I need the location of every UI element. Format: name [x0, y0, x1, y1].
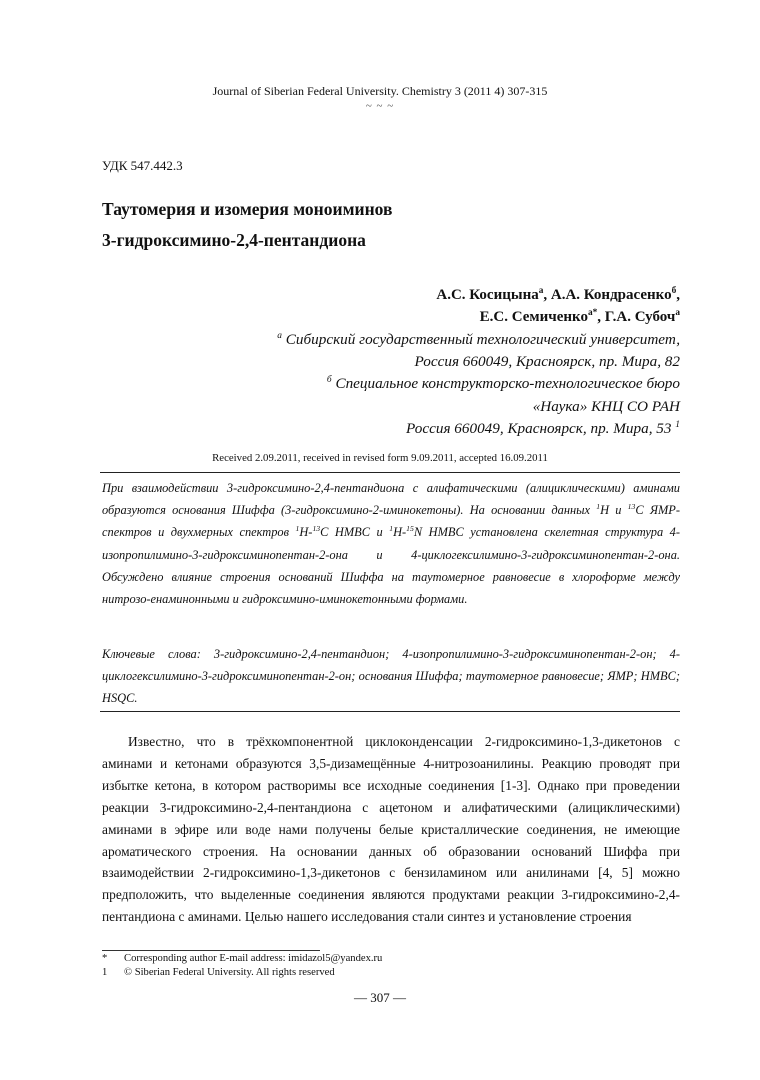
affil-mark: а — [277, 330, 282, 341]
page-number: — 307 — — [354, 990, 406, 1005]
affil-mark: б — [326, 375, 332, 386]
author-name: А.А. Кондрасенко — [550, 287, 672, 303]
author-affil-mark: а* — [587, 308, 598, 318]
author-affil-mark: б — [671, 286, 677, 296]
title-line-1: Таутомерия и изомерия моноиминов — [102, 199, 393, 219]
author-name: А.С. Косицына — [436, 287, 539, 303]
authors-line-2: Е.С. Семиченко$^{а*}$, Г.А. Субоч$^а$ — [479, 308, 680, 325]
author-affil-mark: а — [675, 308, 680, 318]
author-affil-mark: а — [538, 286, 544, 296]
author-name: Е.С. Семиченко — [479, 309, 588, 325]
abstract: При взаимодействии 3-гидроксимино-2,4-пентандиона с алифатическими (алициклическими) аминами образуются основания Шиффа (3-гидроксимино-2-иминокетоны). На основании данных $^1$H и $^{13}$C ЯМР-спектров и двухмерных спектров $^1$H-$^{13}$C HMBC и $^1$H-$^{15}$N HMBC установлена скелетная структура 4-изопропилимино-3-гидроксиминопентан-2-она и 4-циклогексилимино-3-гидроксиминопентан-2-она. Обсуждено влияние строения оснований Шиффа на таутомерное равновесие в хлороформе между нитрозо-енаминонными и гидроксимино-иминокетонными формами. — [102, 481, 680, 607]
footnote-mark: 1 — [102, 967, 108, 978]
footnote-text: Corresponding author E-mail address: imidazol5@yandex.ru — [124, 953, 383, 964]
journal-header: Journal of Siberian Federal University. Chemistry 3 (2011 4) 307-315 — [212, 84, 548, 98]
affiliation-b-line-1: $^б$ Специальное конструкторско-технологическое бюро — [326, 375, 680, 393]
article-title — [102, 194, 392, 256]
footnote-rule — [102, 950, 320, 951]
header-ornament: ~ ~ ~ — [365, 100, 395, 112]
footnote-mark: * — [102, 953, 108, 964]
affiliation-b-line-3: Россия 660049, Красноярск, пр. Мира, 53 $^1$ — [406, 419, 680, 437]
received-dates: Received 2.09.2011, received in revised form 9.09.2011, accepted 16.09.2011 — [212, 452, 548, 464]
title-line-2: 3-гидроксимино-2,4-пентандиона — [102, 230, 366, 250]
affiliation-b-line-2: «Наука» КНЦ СО РАН — [532, 397, 680, 415]
author-list — [436, 284, 680, 328]
author-name: Г.А. Субоч — [604, 309, 676, 325]
footnote-mark: 1 — [675, 419, 680, 430]
authors-line-1: А.С. Косицына$^а$, А.А. Кондрасенко$^б$, — [436, 286, 680, 303]
body-paragraph: Известно, что в трёхкомпонентной циклоконденсации 2-гидроксимино-1,3-дикетонов с аминами и кетонами образуются 3,5-дизамещённые 4-нитрозоанилины. Реакцию проводят при избытке кетона, в котором растворимы все исходные соединения [1-3]. Однако при проведении реакции 3-гидроксимино-2,4-пентандиона с ацетоном и алифатическими (алициклическими) аминами в эфире или воде нами получены белые кристаллические соединения, не имеющие ароматического строения. На основании данных об образовании оснований Шиффа при взаимодействии 2-гидроксимино-1,3-дикетонов с бензиламином или анилинами [4, 5] можно предположить, что выделенные соединения являются продуктами реакции 3-гидроксимино-2,4-пентандиона с аминами. Целью нашего исследования стали синтез и установление строения — [102, 734, 680, 925]
affiliation-a-line-1: $^а$ Сибирский государственный технологический университет, — [277, 330, 680, 348]
footnote-text: © Siberian Federal University. All rights reserved — [124, 967, 335, 978]
footnote — [102, 952, 382, 966]
abstract-top-rule — [100, 472, 680, 473]
affiliation-a-line-2: Россия 660049, Красноярск, пр. Мира, 82 — [414, 353, 680, 371]
footnote — [102, 966, 335, 980]
affiliations — [277, 329, 680, 440]
udc-code: УДК 547.442.3 — [102, 158, 183, 173]
abstract-bottom-rule — [100, 711, 680, 712]
keywords: Ключевые слова: 3-гидроксимино-2,4-пентандион; 4-изопропилимино-3-гидроксиминопентан-2-он; 4-циклогексилимино-3-гидроксиминопентан-2-он; основания Шиффа; таутомерное равновесие; ЯМР; HMBC; HSQC. — [102, 647, 680, 705]
